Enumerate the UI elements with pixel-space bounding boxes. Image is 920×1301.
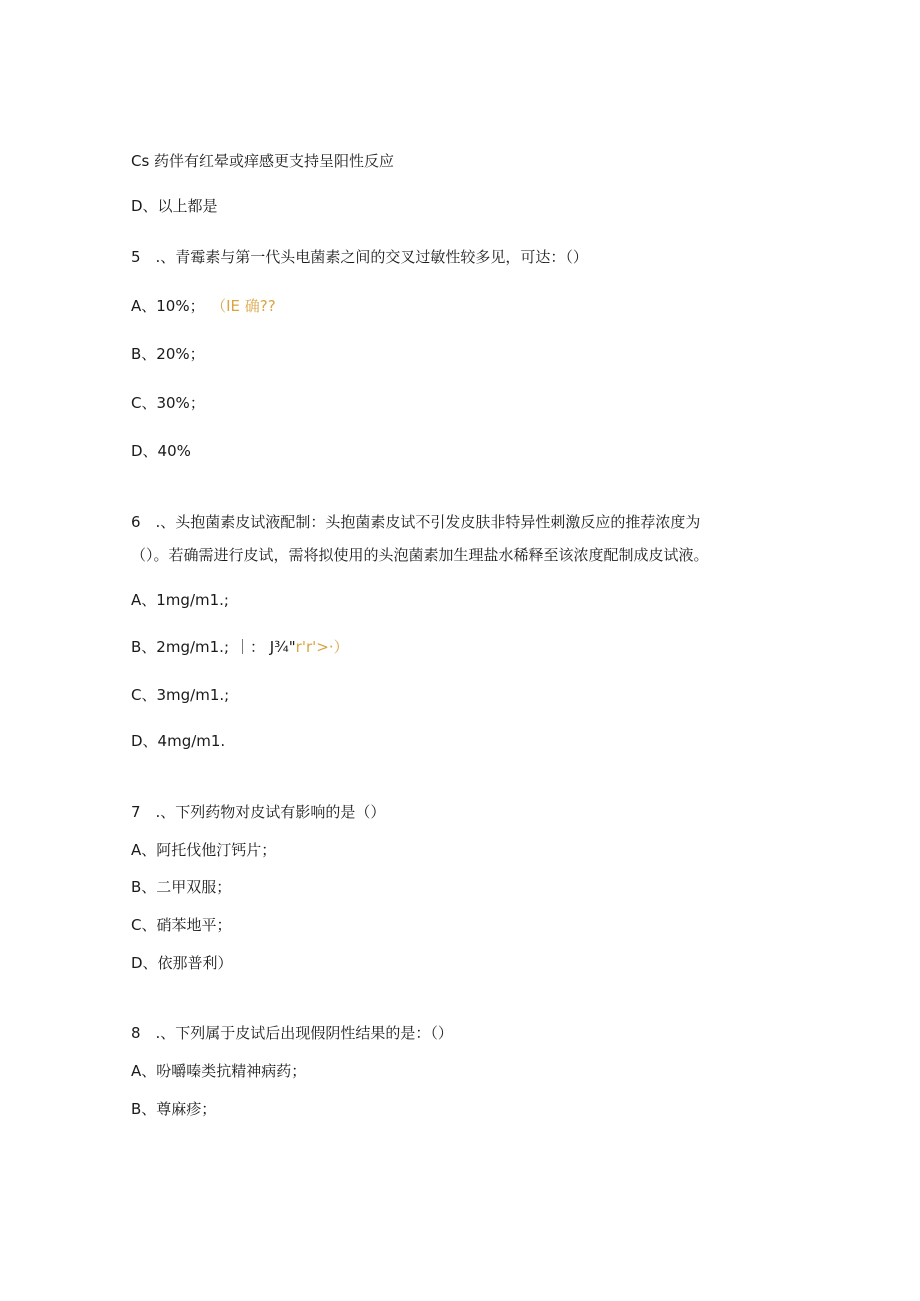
q5-option-b: B、20%；: [131, 345, 205, 363]
question-7: 7 .、下列药物对皮试有影响的是（）: [131, 803, 386, 821]
question-5: 5 .、青霉素与第一代头电菌素之间的交叉过敏性较多见，可达：（）: [131, 248, 588, 266]
q7-option-a: A、阿托伐他汀钙片；: [131, 841, 277, 859]
option-d-text: D、以上都是: [131, 197, 218, 215]
q6-option-b-annotation-colored: r'r'>·）: [295, 638, 349, 656]
q5-option-a: [131, 296, 276, 316]
option-c-text: Cs 药伴有红晕或痒感更支持呈阳性反应: [131, 152, 395, 170]
q6-option-d: D、4mg∕m1.: [131, 732, 226, 750]
question-6-line-2: （）。若确需进行皮试，需将拟使用的头泡菌素加生理盐水稀释至该浓度配制成皮试液。: [131, 546, 709, 564]
q8-option-a: A、吩嚼嗪类抗精神病药；: [131, 1062, 307, 1080]
q6-option-b-mark: ｜：: [235, 638, 266, 656]
q6-option-c: C、3mg∕m1.;: [131, 686, 230, 704]
q6-option-b: [131, 637, 349, 657]
q5-option-a-text: A、10%；: [131, 297, 205, 315]
q7-option-b: B、二甲双服；: [131, 878, 232, 896]
q6-option-a: A、1mg/m1.;: [131, 591, 229, 609]
q5-option-a-annotation: （IE 确??: [218, 297, 276, 315]
q7-option-c: C、硝苯地平；: [131, 916, 232, 934]
question-8: 8 .、下列属于皮试后出现假阴性结果的是：（）: [131, 1024, 453, 1042]
q5-option-d: D、40%: [131, 442, 191, 460]
q5-option-c: C、30%；: [131, 394, 205, 412]
q6-option-b-text: B、2mg∕m1.;: [131, 638, 229, 656]
question-6-line-1: 6 .、头抱菌素皮试液配制：头抱菌素皮试不引发皮肤非特异性刺激反应的推荐浓度为: [131, 513, 701, 531]
q6-option-b-annotation: J¾": [269, 638, 296, 656]
q8-option-b: B、尊麻疹；: [131, 1100, 217, 1118]
q7-option-d: D、依那普利）: [131, 954, 233, 972]
